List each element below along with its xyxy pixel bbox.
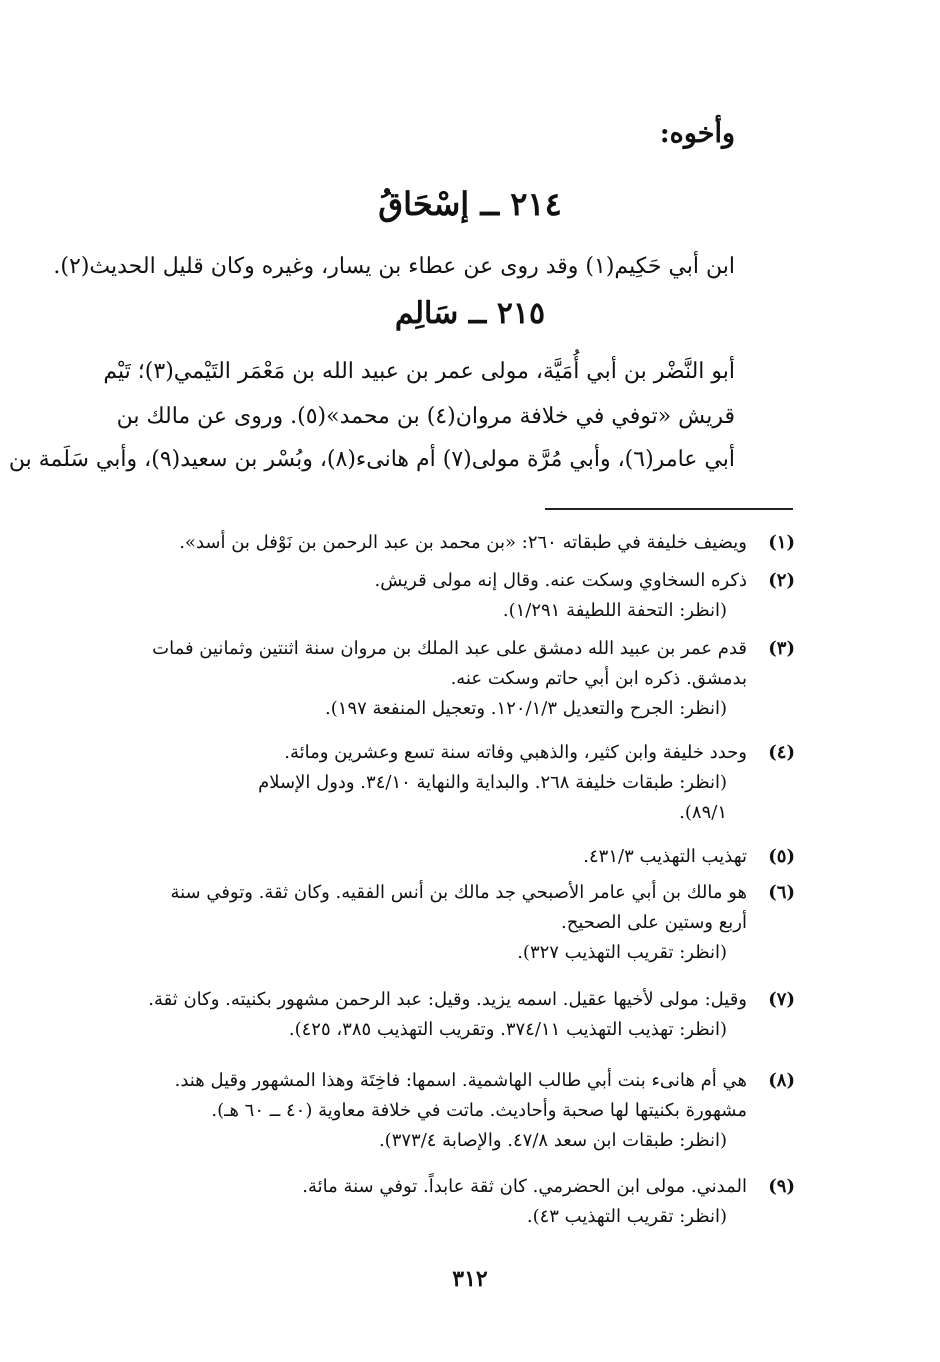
footnote-number: (٧) <box>768 989 795 1010</box>
entry-text-line: قريش «توفي في خلافة مروان(٤) بن محمد»(٥). وروى عن مالك بن <box>116 404 735 429</box>
footnote-line: هي أم هانىء بنت أبي طالب الهاشمية. اسمها: فاخِتَة وهذا المشهور وقيل هند. <box>174 1070 747 1091</box>
footnote-body <box>105 1066 747 1156</box>
footnote <box>105 985 795 1045</box>
footnote-number: (٨) <box>768 1070 795 1091</box>
footnote-reference: (انظر: تقريب التهذيب ٣٢٧). <box>517 942 727 963</box>
footnote-line: المدني. مولى ابن الحضرمي. كان ثقة عابداً. توفي سنة مائة. <box>302 1176 747 1197</box>
footnote-line: تهذيب التهذيب ٤٣١/٣. <box>583 846 747 867</box>
footnote-line: مشهورة بكنيتها لها صحبة وأحاديث. ماتت في خلافة معاوية (٤٠ ــ ٦٠ هـ). <box>211 1100 747 1121</box>
footnote <box>105 878 795 968</box>
footnote <box>105 1066 795 1156</box>
footnote-reference: (انظر: التحفة اللطيفة ١/٢٩١). <box>502 600 727 621</box>
footnote-separator <box>545 508 793 510</box>
footnote <box>105 634 795 724</box>
footnote-line: ويضيف خليفة في طبقاته ٢٦٠: «بن محمد بن عبد الرحمن بن نَوْفل بن أسد». <box>179 532 747 553</box>
footnote-reference: (انظر: طبقات ابن سعد ٤٧/٨. والإصابة ٣٧٣/٤). <box>378 1130 727 1151</box>
footnote-body <box>105 878 747 968</box>
footnote-number: (٣) <box>768 638 795 659</box>
footnote-number: (٩) <box>768 1176 795 1197</box>
entry-text-line: أبي عامر(٦)، وأبي مُرَّة مولى(٧) أم هانىء(٨)، وبُسْر بن سعيد(٩)، وأبي سَلَمة بن <box>8 447 735 472</box>
footnote-reference: (انظر: الجرح والتعديل ١٢٠/١/٣. وتعجيل المنفعة ١٩٧). <box>325 698 727 719</box>
footnote-line: وقيل: مولى لأخيها عقيل. اسمه يزيد. وقيل: عبد الرحمن مشهور بكنيته. وكان ثقة. <box>148 989 747 1010</box>
footnote-body <box>105 842 747 872</box>
footnote <box>105 842 795 872</box>
footnote-line: ذكره السخاوي وسكت عنه. وقال إنه مولى قريش. <box>374 570 747 591</box>
footnote <box>105 566 795 626</box>
footnote-body <box>105 528 747 558</box>
footnote-body <box>105 634 747 724</box>
footnote <box>105 528 795 558</box>
footnote-line: وحدد خليفة وابن كثير، والذهبي وفاته سنة تسع وعشرين ومائة. <box>284 742 747 763</box>
footnote-body <box>105 566 747 626</box>
footnote-reference: (انظر: تقريب التهذيب ٤٣). <box>526 1206 727 1227</box>
entry-heading-215: ٢١٥ ــ سَالِم <box>394 296 546 331</box>
footnote-number: (٦) <box>768 882 795 903</box>
footnote-number: (٤) <box>768 742 795 763</box>
entry-heading-214: ٢١٤ ــ إسْحَاقُ <box>378 185 562 223</box>
footnote-line: هو مالك بن أبي عامر الأصبحي جد مالك بن أنس الفقيه. وكان ثقة. وتوفي سنة <box>170 882 747 903</box>
footnote-number: (٥) <box>768 846 795 867</box>
footnote-reference: (انظر: طبقات خليفة ٢٦٨. والبداية والنهاية ٣٤/١٠. ودول الإسلام <box>258 772 727 793</box>
footnote-body <box>105 1172 747 1232</box>
footnote <box>105 1172 795 1232</box>
footnote-body <box>105 985 747 1045</box>
footnote-body <box>105 738 747 828</box>
footnote-reference: ٨٩/١). <box>679 802 727 823</box>
footnote-line: أربع وستين على الصحيح. <box>561 912 747 933</box>
footnote-reference: (انظر: تهذيب التهذيب ٣٧٤/١١. وتقريب التهذيب ٣٨٥، ٤٢٥). <box>288 1019 727 1040</box>
intro-text: وأخوه: <box>659 118 735 149</box>
footnote-line: بدمشق. ذكره ابن أبي حاتم وسكت عنه. <box>450 668 747 689</box>
footnote-line: قدم عمر بن عبيد الله دمشق على عبد الملك بن مروان سنة اثنتين وثمانين فمات <box>152 638 747 659</box>
entry-text-line: أبو النَّضْر بن أبي أُمَيَّة، مولى عمر بن عبيد الله بن مَعْمَر التَيْمي(٣)؛ تَيْم <box>103 359 735 384</box>
page-number: ٣١٢ <box>452 1266 488 1292</box>
footnote <box>105 738 795 828</box>
entry-text-line: ابن أبي حَكِيم(١) وقد روى عن عطاء بن يسار، وغيره وكان قليل الحديث(٢). <box>53 254 735 279</box>
footnote-number: (١) <box>768 532 795 553</box>
footnote-number: (٢) <box>768 570 795 591</box>
